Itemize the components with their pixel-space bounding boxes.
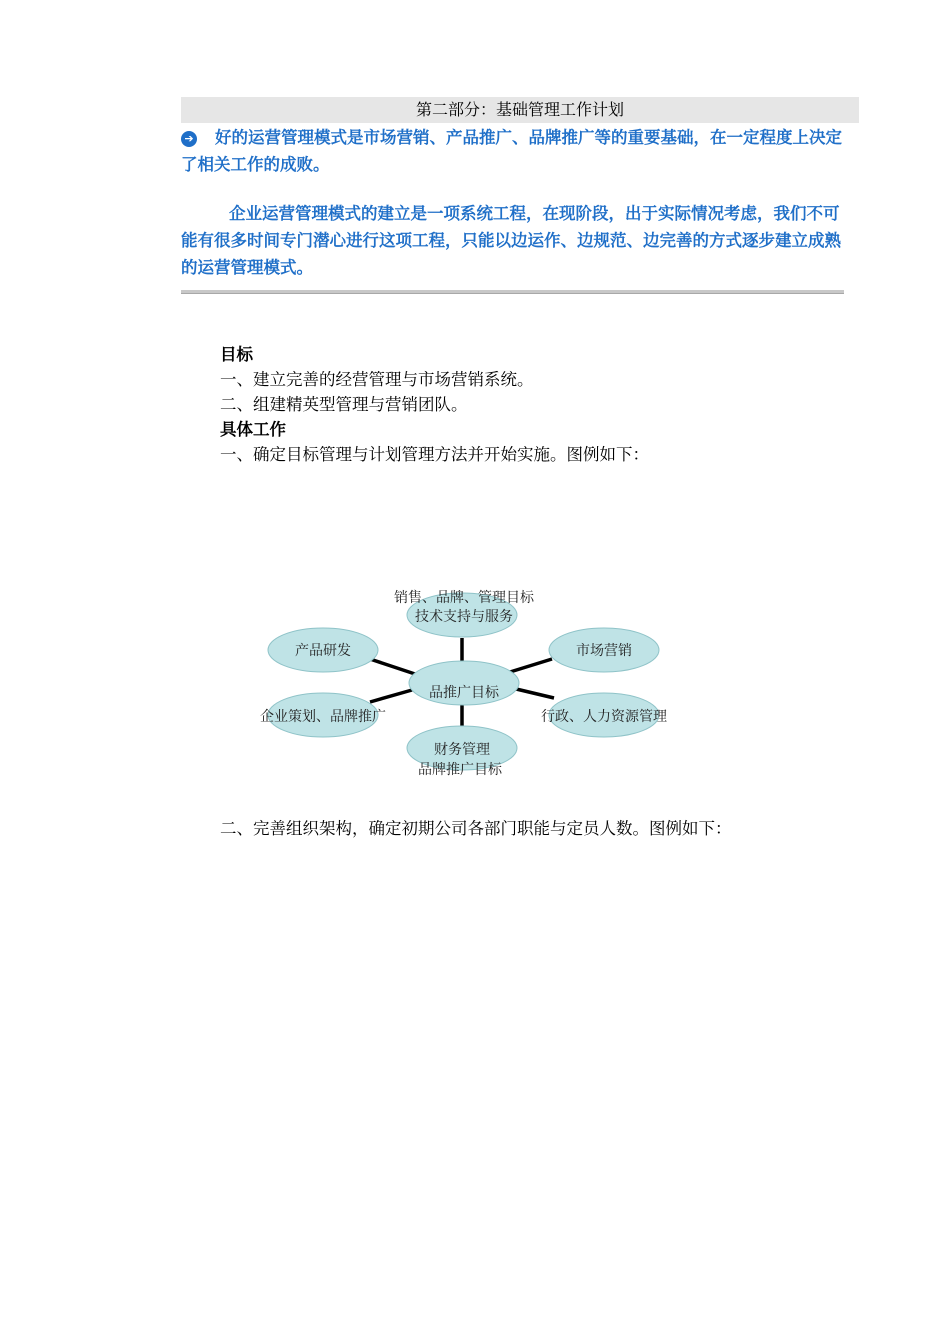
node-bottom-label-2: 品牌推广目标 (418, 762, 502, 778)
goal-item-1: 一、建立完善的经营管理与市场营销系统。 (220, 370, 534, 389)
goals-section (220, 342, 840, 467)
circle-arrow-right-icon: ➔ (181, 131, 197, 147)
intro-paragraph-2: 企业运营管理模式的建立是一项系统工程，在现阶段，出于实际情况考虑，我们不可能有很多时间专门潜心进行这项工程，只能以边运作、边规范、边完善的方式逐步建立成熟的运营管理模式。 (181, 204, 841, 277)
node-top-label-2: 技术支持与服务 (415, 609, 513, 625)
connector-upper-left (370, 659, 418, 675)
work-item-2: 二、完善组织架构，确定初期公司各部门职能与定员人数。图例如下： (220, 819, 732, 838)
connector-upper-right (510, 659, 552, 672)
section-title: 第二部分：基础管理工作计划 (181, 97, 859, 123)
node-bottom-label-1: 财务管理 (434, 742, 490, 758)
node-lower-left-label: 企业策划、品牌推广 (260, 709, 386, 725)
connector-lower-right (512, 688, 554, 698)
node-upper-right-label: 市场营销 (576, 643, 632, 659)
goal-item-2: 二、组建精英型管理与营销团队。 (220, 395, 468, 414)
node-center-label: 品推广目标 (429, 685, 499, 701)
node-lower-right-label: 行政、人力资源管理 (541, 709, 667, 725)
intro-paragraph-1-text: 好的运营管理模式是市场营销、产品推广、品牌推广等的重要基础，在一定程度上决定了相关工作的成败。 (181, 128, 842, 174)
intro-block (181, 124, 853, 281)
horizontal-divider (181, 290, 844, 294)
intro-paragraph-1 (181, 124, 853, 178)
goals-heading: 目标 (220, 345, 253, 364)
node-top-label-1: 销售、品牌、管理目标 (394, 590, 534, 606)
node-upper-left-label: 产品研发 (295, 643, 351, 659)
connector-lower-left (370, 690, 412, 702)
work-heading: 具体工作 (220, 420, 286, 439)
target-management-diagram (240, 580, 700, 785)
work-item-1: 一、确定目标管理与计划管理方法并开始实施。图例如下： (220, 445, 649, 464)
